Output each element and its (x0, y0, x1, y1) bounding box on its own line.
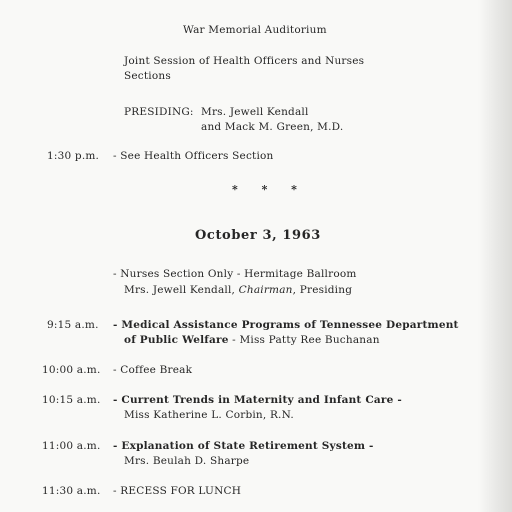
item-9-15-title-2: of Public Welfare (124, 334, 229, 346)
time-10-15: 10:15 a.m. (42, 394, 101, 406)
page-edge-shadow (478, 0, 512, 512)
session-line-1: Joint Session of Health Officers and Nurses (124, 55, 365, 67)
item-10-15-title: - Current Trends in Maternity and Infant Care - (113, 394, 402, 406)
chairman-title: Chairman (238, 284, 293, 296)
item-9-15-title-1: - Medical Assistance Programs of Tennessee Department (113, 319, 459, 331)
time-9-15: 9:15 a.m. (47, 319, 99, 331)
presiding-name-1: Mrs. Jewell Kendall (201, 106, 309, 118)
time-10-00: 10:00 a.m. (42, 364, 101, 376)
presiding-label: PRESIDING: (124, 106, 194, 118)
presiding-suffix: , Presiding (292, 284, 353, 296)
session-line-2: Sections (124, 70, 171, 82)
item-9-15-speaker: - Miss Patty Ree Buchanan (228, 334, 380, 346)
nurses-section-line: - Nurses Section Only - Hermitage Ballroom (113, 268, 357, 280)
time-11-00: 11:00 a.m. (42, 440, 101, 452)
item-10-15-speaker: Miss Katherine L. Corbin, R.N. (124, 409, 294, 421)
item-11-30-text: - RECESS FOR LUNCH (113, 485, 242, 497)
item-11-00-speaker: Mrs. Beulah D. Sharpe (124, 455, 250, 467)
nurses-chairman-line (124, 284, 352, 296)
venue-title: War Memorial Auditorium (183, 24, 327, 36)
item-10-00-text: - Coffee Break (113, 364, 193, 376)
item-1-30-text: - See Health Officers Section (113, 150, 274, 162)
time-1-30: 1:30 p.m. (47, 150, 100, 162)
separator-stars: * * * (232, 183, 307, 196)
item-11-00-title: - Explanation of State Retirement System - (113, 440, 374, 452)
date-heading: October 3, 1963 (195, 228, 321, 243)
item-9-15-line-2 (124, 334, 380, 346)
chairman-name: Mrs. Jewell Kendall, (124, 284, 239, 296)
presiding-name-2: and Mack M. Green, M.D. (201, 121, 344, 133)
time-11-30: 11:30 a.m. (42, 485, 101, 497)
